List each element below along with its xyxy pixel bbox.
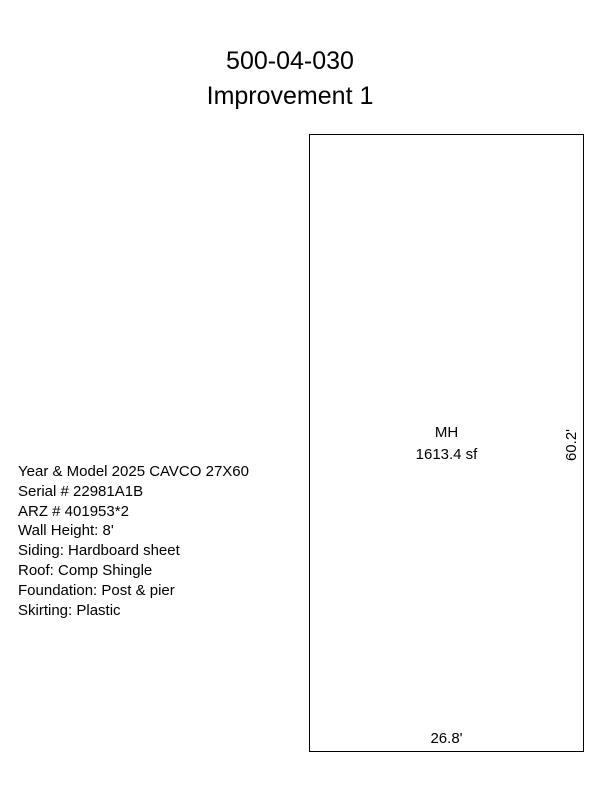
length-dimension-label: 60.2' [563,428,580,462]
area-code-label: MH [434,424,459,441]
detail-serial: Serial # 22981A1B [18,482,144,500]
detail-skirting: Skirting: Plastic [18,601,121,619]
detail-year-model: Year & Model 2025 CAVCO 27X60 [18,463,249,480]
detail-foundation: Foundation: Post & pier [18,581,175,599]
area-size-label: 1613.4 sf [415,446,478,463]
floor-plan-outline [309,134,584,752]
improvement-details [18,462,249,620]
detail-roof: Roof: Comp Shingle [18,561,153,579]
detail-arz: ARZ # 401953*2 [18,502,129,520]
improvement-title: Improvement 1 [206,82,374,110]
parcel-number: 500-04-030 [226,47,354,75]
detail-siding: Siding: Hardboard sheet [18,542,180,560]
detail-wall-height: Wall Height: 8' [18,522,114,540]
width-dimension-label: 26.8' [430,730,463,747]
